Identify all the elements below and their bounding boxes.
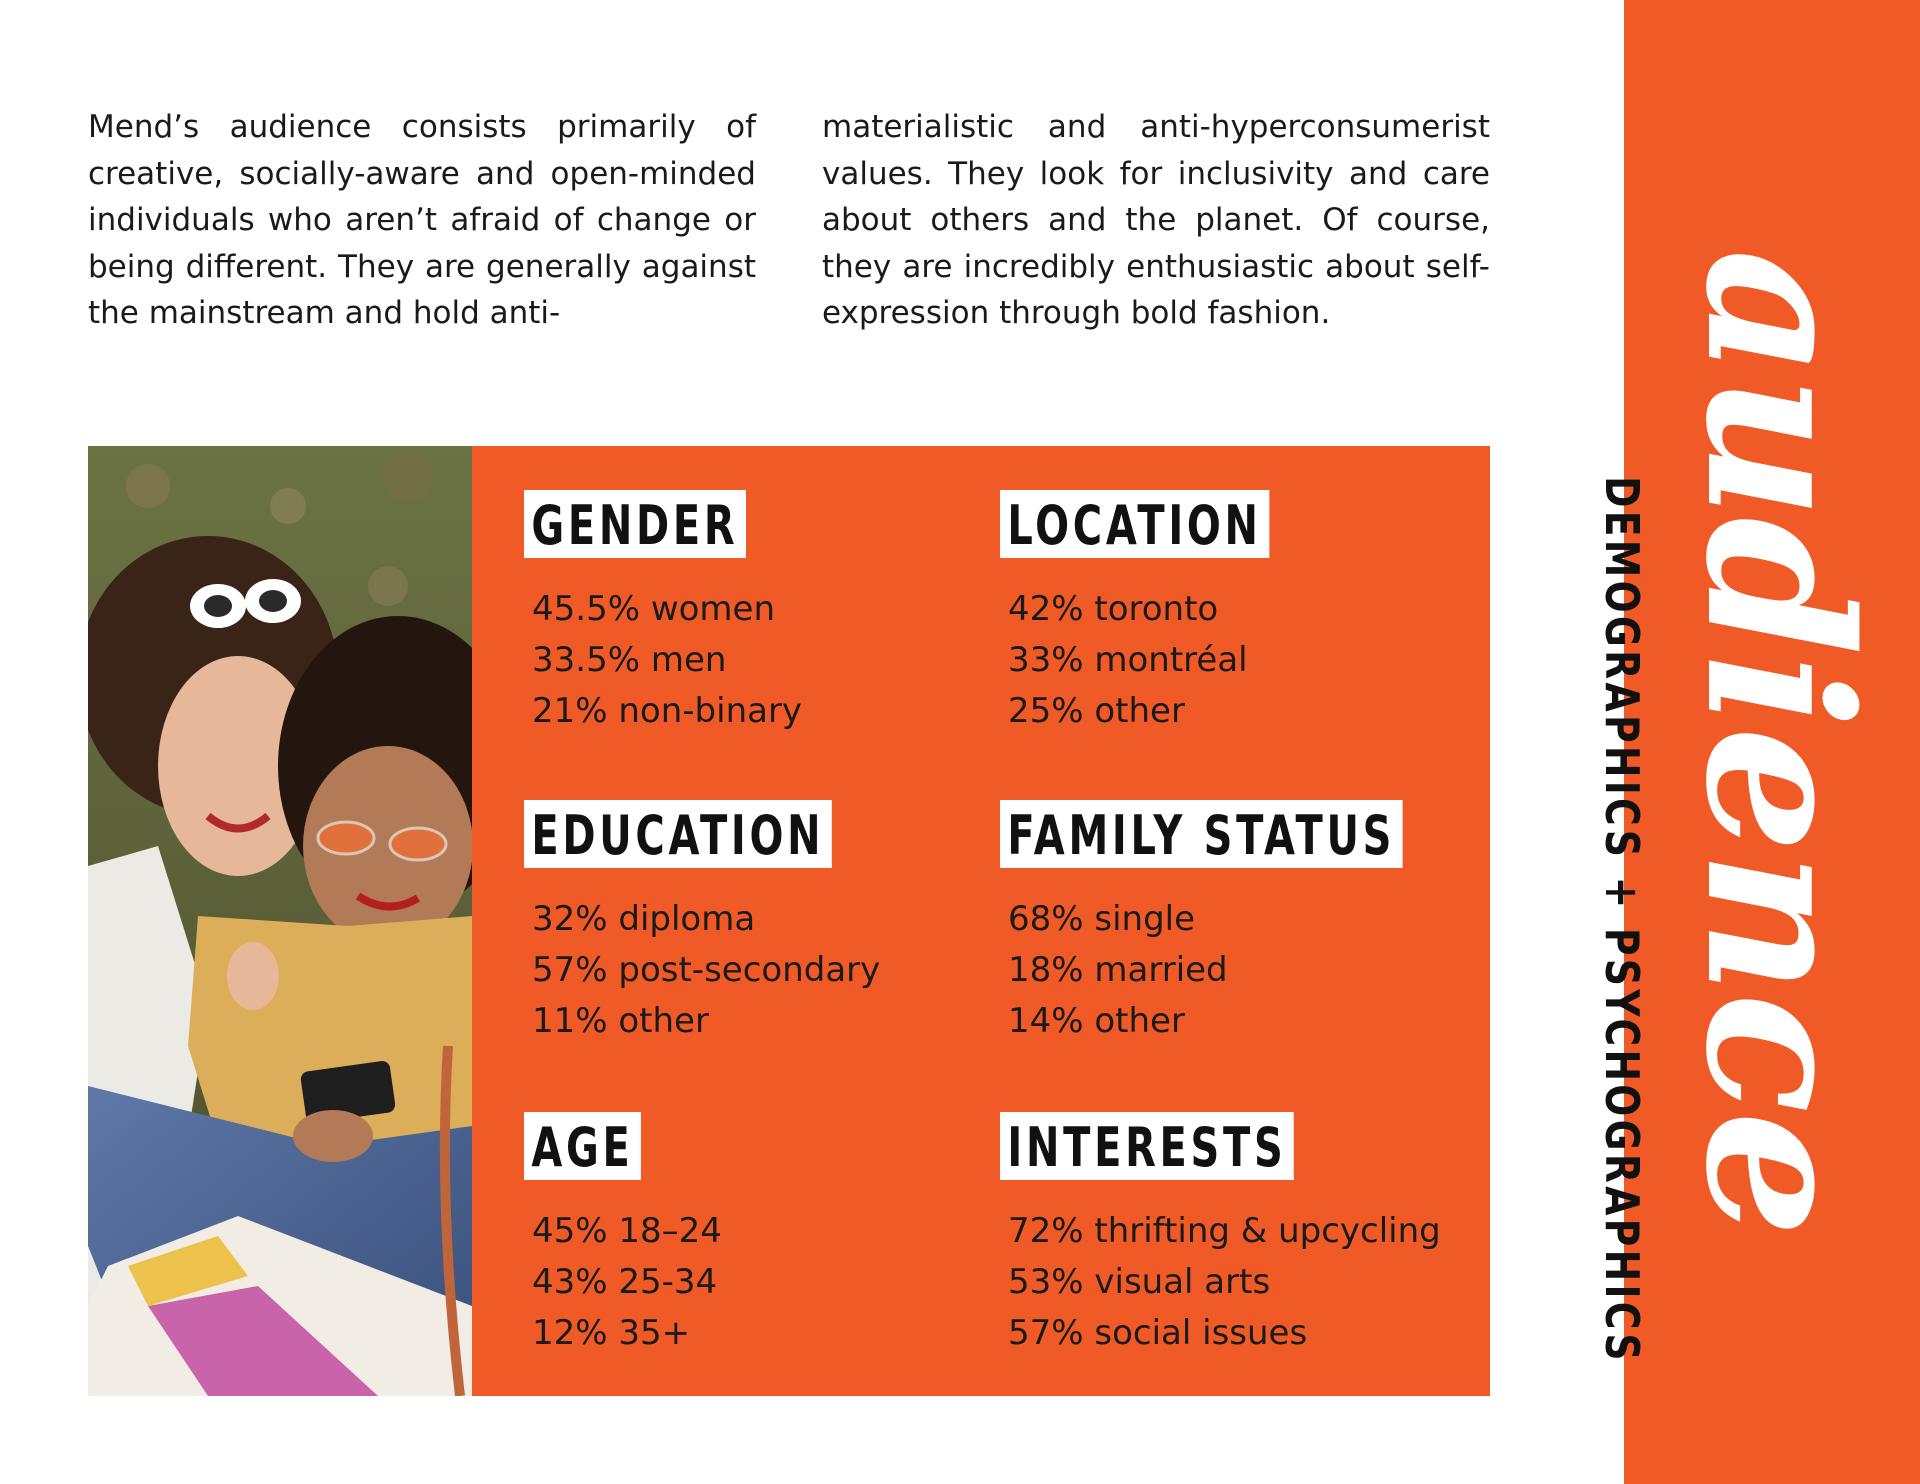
- page-subtitle-text: DEMOGRAPHICS + PSYCHOGRAPHICS: [1595, 476, 1649, 1364]
- stat-item: 25% other: [1008, 691, 1185, 731]
- stat-item: 45% 18–24: [532, 1211, 722, 1251]
- stat-gender: [524, 490, 964, 737]
- stat-item: 53% visual arts: [1008, 1262, 1271, 1302]
- stat-heading: AGE: [524, 1112, 641, 1180]
- page-subtitle: [1595, 379, 1649, 1462]
- stat-family-status: [1000, 800, 1440, 1047]
- stat-item: 14% other: [1008, 1001, 1185, 1041]
- stat-item: 43% 25-34: [532, 1262, 718, 1302]
- stat-age: [524, 1112, 964, 1359]
- stat-education: [524, 800, 964, 1047]
- stat-location: [1000, 490, 1440, 737]
- stat-item: 33.5% men: [532, 640, 727, 680]
- page-title: audience: [1662, 248, 1895, 1236]
- stat-heading: FAMILY STATUS: [1000, 800, 1403, 868]
- stat-item: 33% montréal: [1008, 640, 1248, 680]
- stats-panel: [472, 446, 1490, 1396]
- stat-item: 45.5% women: [532, 589, 776, 629]
- stat-interests: [1000, 1112, 1440, 1359]
- stat-item: 32% diploma: [532, 899, 756, 939]
- stat-item: 57% social issues: [1008, 1313, 1308, 1353]
- stat-heading: INTERESTS: [1000, 1112, 1294, 1180]
- stat-heading: LOCATION: [1000, 490, 1269, 558]
- audience-photo: [88, 446, 472, 1396]
- stat-item: 68% single: [1008, 899, 1196, 939]
- intro-paragraph-right: materialistic and anti-hyperconsumerist values. They look for inclusivity and care about others and the planet. Of course, they are incredibly enthusiastic about self-expression through bold fashion.: [822, 109, 1490, 331]
- stat-heading: GENDER: [524, 490, 746, 558]
- stat-heading: EDUCATION: [524, 800, 832, 868]
- stat-item: 18% married: [1008, 950, 1228, 990]
- stat-item: 12% 35+: [532, 1313, 691, 1353]
- stat-item: 21% non-binary: [532, 691, 803, 731]
- stat-item: 11% other: [532, 1001, 709, 1041]
- stat-item: 57% post-secondary: [532, 950, 881, 990]
- stat-item: 72% thrifting & upcycling: [1008, 1211, 1441, 1251]
- stat-item: 42% toronto: [1008, 589, 1219, 629]
- intro-paragraph-left: Mend’s audience consists primarily of creative, socially-aware and open-minded individuals who aren’t afraid of change or being different. They are generally against the mainstream and hold anti-: [88, 109, 756, 331]
